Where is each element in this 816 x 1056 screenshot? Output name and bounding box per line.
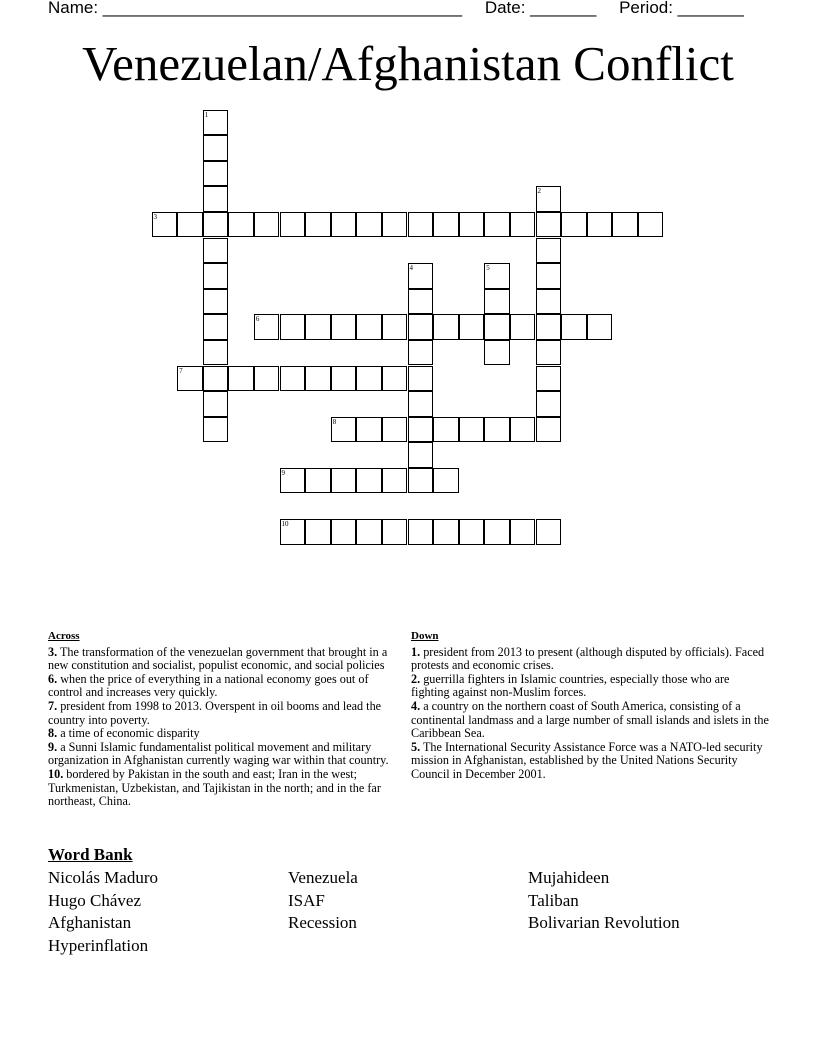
- grid-cell[interactable]: [536, 186, 562, 212]
- grid-cell[interactable]: [305, 314, 331, 340]
- grid-cell[interactable]: [536, 366, 562, 392]
- grid-cell[interactable]: [280, 212, 306, 238]
- grid-cell[interactable]: [408, 391, 434, 417]
- clue-number: 4: [409, 264, 413, 273]
- grid-cell[interactable]: [228, 212, 254, 238]
- word-bank-title: Word Bank: [48, 845, 133, 864]
- grid-cell[interactable]: [280, 314, 306, 340]
- clue-item-text: The International Security Assistance Force was a NATO-led security mission in Afghanistan, established by the United Nations Security Council in December 2001.: [411, 739, 763, 781]
- grid-cell[interactable]: [510, 519, 536, 545]
- grid-cell[interactable]: [356, 468, 382, 494]
- grid-cell[interactable]: [356, 314, 382, 340]
- clue-item: [48, 741, 400, 768]
- grid-cell[interactable]: [433, 519, 459, 545]
- clue-number: 3: [153, 212, 157, 221]
- grid-cell[interactable]: [484, 519, 510, 545]
- grid-cell[interactable]: [510, 314, 536, 340]
- grid-cell[interactable]: [331, 519, 357, 545]
- grid-cell[interactable]: [280, 519, 306, 545]
- grid-cell[interactable]: [305, 212, 331, 238]
- grid-cell[interactable]: [152, 212, 178, 238]
- grid-cell[interactable]: [536, 314, 562, 340]
- grid-cell[interactable]: [203, 340, 229, 366]
- clue-number: 8: [332, 417, 337, 426]
- date-field[interactable]: Date: _______: [484, 0, 597, 17]
- clue-item-number: 3.: [48, 644, 58, 659]
- grid-cell[interactable]: [484, 212, 510, 238]
- grid-cell[interactable]: [356, 519, 382, 545]
- clue-item: [48, 700, 400, 727]
- down-heading: Down: [411, 630, 439, 642]
- grid-cell[interactable]: [536, 212, 562, 238]
- clue-item-text: when the price of everything in a national economy goes out of control and increases very quickly.: [48, 671, 369, 700]
- grid-cell[interactable]: [408, 289, 434, 315]
- grid-cell[interactable]: [331, 468, 357, 494]
- grid-cell[interactable]: [510, 212, 536, 238]
- grid-cell[interactable]: [484, 314, 510, 340]
- clue-item: [411, 741, 771, 782]
- clue-item-text: a country on the northern coast of South America, consisting of a continental landmass and a large number of small islands and islets in the Caribbean Sea.: [411, 698, 769, 741]
- clue-number: 5: [486, 264, 490, 273]
- clue-item-text: bordered by Pakistan in the south and east; Iran in the west; Turkmenistan, Uzbekistan, and Tajikistan in the north; and in the far northeast, China.: [48, 766, 381, 809]
- grid-cell[interactable]: [305, 468, 331, 494]
- clue-item-number: 2.: [411, 671, 421, 686]
- clue-item-text: guerrilla fighters in Islamic countries, especially those who are fighting against non-Muslim forces.: [411, 671, 730, 700]
- grid-cell[interactable]: [203, 263, 229, 289]
- across-heading: Across: [48, 630, 80, 642]
- grid-cell[interactable]: [587, 212, 613, 238]
- grid-cell[interactable]: [433, 468, 459, 494]
- clue-item: [411, 673, 771, 700]
- clue-item-number: 1.: [411, 644, 421, 659]
- name-field[interactable]: Name: ______________________________________: [48, 0, 463, 17]
- grid-cell[interactable]: [612, 212, 638, 238]
- grid-cell[interactable]: [459, 212, 485, 238]
- grid-cell[interactable]: [382, 417, 408, 443]
- grid-cell[interactable]: [536, 391, 562, 417]
- clue-item-number: 10.: [48, 766, 64, 781]
- period-field[interactable]: Period: _______: [619, 0, 744, 17]
- grid-cell[interactable]: [280, 468, 306, 494]
- grid-cell[interactable]: [408, 468, 434, 494]
- grid-cell[interactable]: [254, 366, 280, 392]
- grid-cell[interactable]: [536, 238, 562, 264]
- clue-item-number: 8.: [48, 726, 58, 741]
- grid-cell[interactable]: [382, 366, 408, 392]
- grid-cell[interactable]: [536, 417, 562, 443]
- clue-number: 9: [281, 468, 285, 477]
- word-bank-item: Recession: [288, 913, 357, 933]
- grid-cell[interactable]: [433, 314, 459, 340]
- clue-item-text: The transformation of the venezuelan government that brought in a new constitution and socialist, populist economic, and social policies: [48, 644, 388, 673]
- grid-cell[interactable]: [536, 519, 562, 545]
- across-clues: [48, 630, 400, 809]
- grid-cell[interactable]: [408, 263, 434, 289]
- grid-cell[interactable]: [331, 212, 357, 238]
- grid-cell[interactable]: [382, 468, 408, 494]
- grid-cell[interactable]: [561, 212, 587, 238]
- grid-cell[interactable]: [356, 212, 382, 238]
- grid-cell[interactable]: [305, 519, 331, 545]
- grid-cell[interactable]: [638, 212, 664, 238]
- grid-cell[interactable]: [536, 340, 562, 366]
- grid-cell[interactable]: [203, 110, 229, 136]
- grid-cell[interactable]: [408, 519, 434, 545]
- word-bank-item: Bolivarian Revolution: [528, 913, 680, 933]
- clue-item-number: 9.: [48, 739, 58, 754]
- grid-cell[interactable]: [254, 212, 280, 238]
- word-bank-item: Mujahideen: [528, 868, 610, 887]
- word-bank: [48, 867, 808, 957]
- grid-cell[interactable]: [305, 366, 331, 392]
- grid-cell[interactable]: [484, 289, 510, 315]
- grid-cell[interactable]: [433, 417, 459, 443]
- grid-cell[interactable]: [408, 366, 434, 392]
- word-bank-item: Hyperinflation: [48, 935, 149, 955]
- clue-item: [411, 700, 771, 741]
- word-bank-item: Hugo Chávez: [48, 890, 142, 910]
- grid-cell[interactable]: [510, 417, 536, 443]
- grid-cell[interactable]: [561, 314, 587, 340]
- clue-item-text: a time of economic disparity: [57, 726, 200, 741]
- grid-cell[interactable]: [203, 314, 229, 340]
- grid-cell[interactable]: [459, 417, 485, 443]
- grid-cell[interactable]: [382, 314, 408, 340]
- grid-cell[interactable]: [331, 366, 357, 392]
- grid-cell[interactable]: [203, 161, 229, 187]
- grid-cell[interactable]: [459, 314, 485, 340]
- grid-cell[interactable]: [408, 340, 434, 366]
- grid-cell[interactable]: [228, 366, 254, 392]
- grid-cell[interactable]: [484, 263, 510, 289]
- grid-cell[interactable]: [331, 417, 357, 443]
- clue-item-text: a Sunni Islamic fundamentalist political movement and military organization in Afghanistan currently waging war within that country.: [48, 739, 389, 768]
- grid-cell[interactable]: [203, 289, 229, 315]
- grid-cell[interactable]: [408, 212, 434, 238]
- clue-item: [48, 646, 400, 673]
- grid-cell[interactable]: [203, 366, 229, 392]
- grid-cell[interactable]: [382, 519, 408, 545]
- clue-item-number: 6.: [48, 671, 58, 686]
- grid-cell[interactable]: [177, 366, 203, 392]
- clue-number: 1: [204, 110, 209, 119]
- grid-cell[interactable]: [203, 186, 229, 212]
- grid-cell[interactable]: [331, 314, 357, 340]
- down-clues: [411, 630, 771, 782]
- grid-cell[interactable]: [177, 212, 203, 238]
- grid-cell[interactable]: [536, 263, 562, 289]
- clue-item: [48, 727, 400, 741]
- grid-cell[interactable]: [536, 289, 562, 315]
- across-clue-list: [48, 646, 400, 809]
- clue-item: [48, 673, 400, 700]
- grid-cell[interactable]: [203, 238, 229, 264]
- grid-cell[interactable]: [203, 417, 229, 443]
- grid-cell[interactable]: [203, 391, 229, 417]
- clue-item-number: 5.: [411, 739, 421, 754]
- word-bank-item: Venezuela: [288, 868, 358, 887]
- grid-cell[interactable]: [203, 135, 229, 161]
- grid-cell[interactable]: [254, 314, 280, 340]
- grid-cell[interactable]: [459, 519, 485, 545]
- clue-number: 6: [255, 315, 260, 324]
- page-title: Venezuelan/Afghanistan Conflict: [82, 36, 734, 91]
- clue-number: 2: [537, 187, 541, 196]
- grid-cell[interactable]: [408, 442, 434, 468]
- clue-item-number: 4.: [411, 698, 421, 713]
- grid-cell[interactable]: [356, 417, 382, 443]
- grid-cell[interactable]: [433, 212, 459, 238]
- word-bank-item: Taliban: [528, 890, 579, 910]
- clue-item-text: president from 2013 to present (although disputed by officials). Faced protests and economic crises.: [411, 644, 765, 673]
- grid-cell[interactable]: [484, 417, 510, 443]
- word-bank-item: Nicolás Maduro: [48, 868, 159, 887]
- grid-cell[interactable]: [408, 417, 434, 443]
- grid-cell[interactable]: [203, 212, 229, 238]
- word-bank-item: Afghanistan: [48, 913, 132, 933]
- clue-item-number: 7.: [48, 698, 58, 713]
- clue-item: [48, 768, 400, 809]
- clue-number: 10: [281, 520, 289, 529]
- grid-cell[interactable]: [484, 340, 510, 366]
- clue-item-text: president from 1998 to 2013. Overspent in oil booms and lead the country into poverty.: [48, 698, 382, 727]
- grid-cell[interactable]: [356, 366, 382, 392]
- clue-item: [411, 646, 771, 673]
- grid-cell[interactable]: [408, 314, 434, 340]
- grid-cell[interactable]: [280, 366, 306, 392]
- clue-number: 7: [179, 366, 183, 375]
- word-bank-item: ISAF: [288, 890, 325, 910]
- grid-cell[interactable]: [587, 314, 613, 340]
- grid-cell[interactable]: [382, 212, 408, 238]
- down-clue-list: [411, 646, 771, 782]
